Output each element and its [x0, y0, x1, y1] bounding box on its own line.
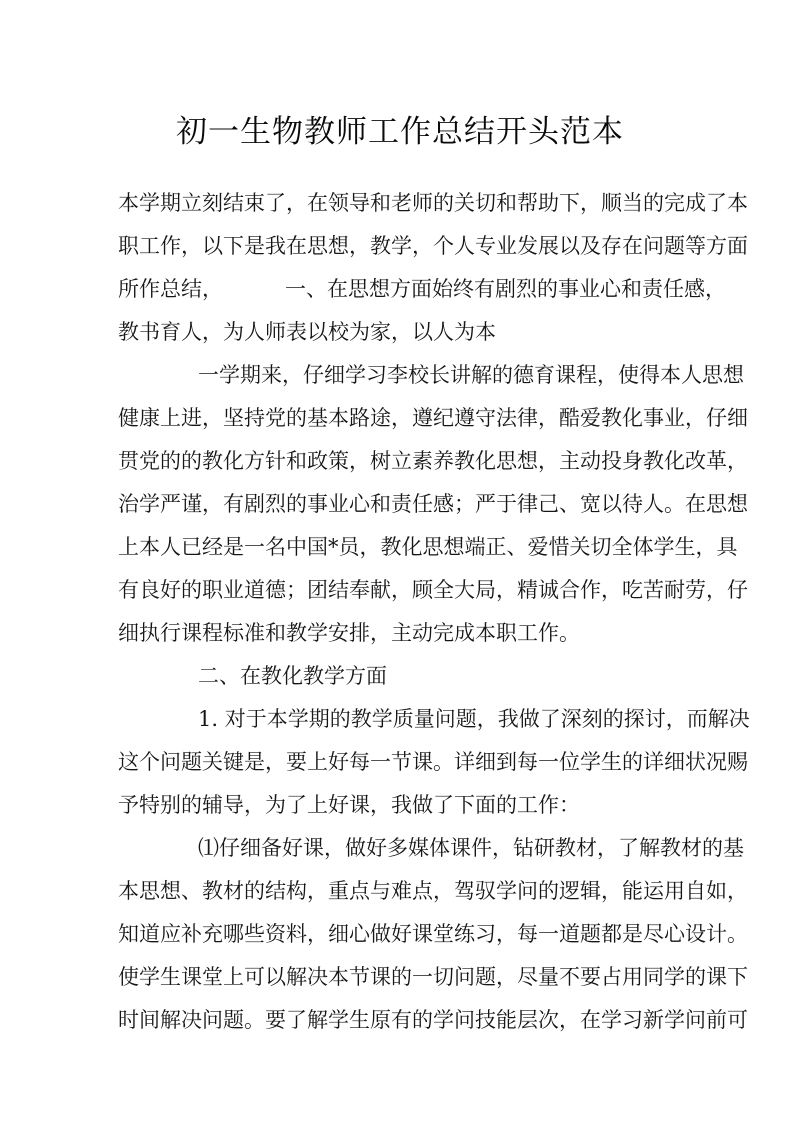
- paragraph-line: 治学严谨，有剧烈的事业心和责任感；严于律己、宽以待人。在思想: [118, 492, 748, 516]
- paragraph-line-group: [118, 274, 726, 304]
- paragraph-line: 这个问题关键是，要上好每一节课。详细到每一位学生的详细状况赐: [118, 750, 748, 774]
- paragraph-line: 有良好的职业道德；团结奉献，顾全大局，精诚合作，吃苦耐劳，仔: [118, 578, 748, 602]
- paragraph-line: 上本人已经是一名中国*员，教化思想端正、爱惜关切全体学生，具: [118, 535, 738, 559]
- paragraph-line: 1. 对于本学期的教学质量问题，我做了深刻的探讨，而解决: [198, 707, 750, 731]
- paragraph-line: ⑴仔细备好课，做好多媒体课件，钻研教材，了解教材的基: [198, 836, 744, 860]
- paragraph-line: 本思想、教材的结构，重点与难点，驾驭学问的逻辑，能运用自如，: [118, 879, 748, 903]
- paragraph-line: 贯党的的教化方针和政策，树立素养教化思想，主动投身教化改革，: [118, 449, 748, 473]
- paragraph-line: 教书育人，为人师表以校为家，以人为本: [118, 320, 496, 344]
- paragraph-line: 知道应补充哪些资料，细心做好课堂练习，每一道题都是尽心设计。: [118, 922, 748, 946]
- section-heading: 二、在教化教学方面: [198, 664, 387, 688]
- paragraph-line: 本学期立刻结束了，在领导和老师的关切和帮助下，顺当的完成了本: [118, 191, 748, 215]
- paragraph-line: 时间解决问题。要了解学生原有的学问技能层次，在学习新学问前可: [118, 1008, 748, 1032]
- paragraph-line: 细执行课程标准和教学安排，主动完成本职工作。: [118, 621, 580, 645]
- paragraph-line: 使学生课堂上可以解决本节课的一切问题，尽量不要占用同学的课下: [118, 965, 748, 989]
- paragraph-line: 予特别的辅导，为了上好课，我做了下面的工作：: [118, 793, 580, 817]
- document-title: 初一生物教师工作总结开头范本: [176, 114, 624, 150]
- paragraph-line: 健康上进，坚持党的基本路途，遵纪遵守法律，酷爱教化事业，仔细: [118, 406, 748, 430]
- section-heading: 一、在思想方面始终有剧烈的事业心和责任感，: [285, 277, 726, 301]
- paragraph-line: 所作总结，: [118, 277, 223, 301]
- paragraph-line: 一学期来，仔细学习李校长讲解的德育课程，使得本人思想: [198, 363, 744, 387]
- paragraph-line: 职工作，以下是我在思想，教学，个人专业发展以及存在问题等方面: [118, 234, 748, 258]
